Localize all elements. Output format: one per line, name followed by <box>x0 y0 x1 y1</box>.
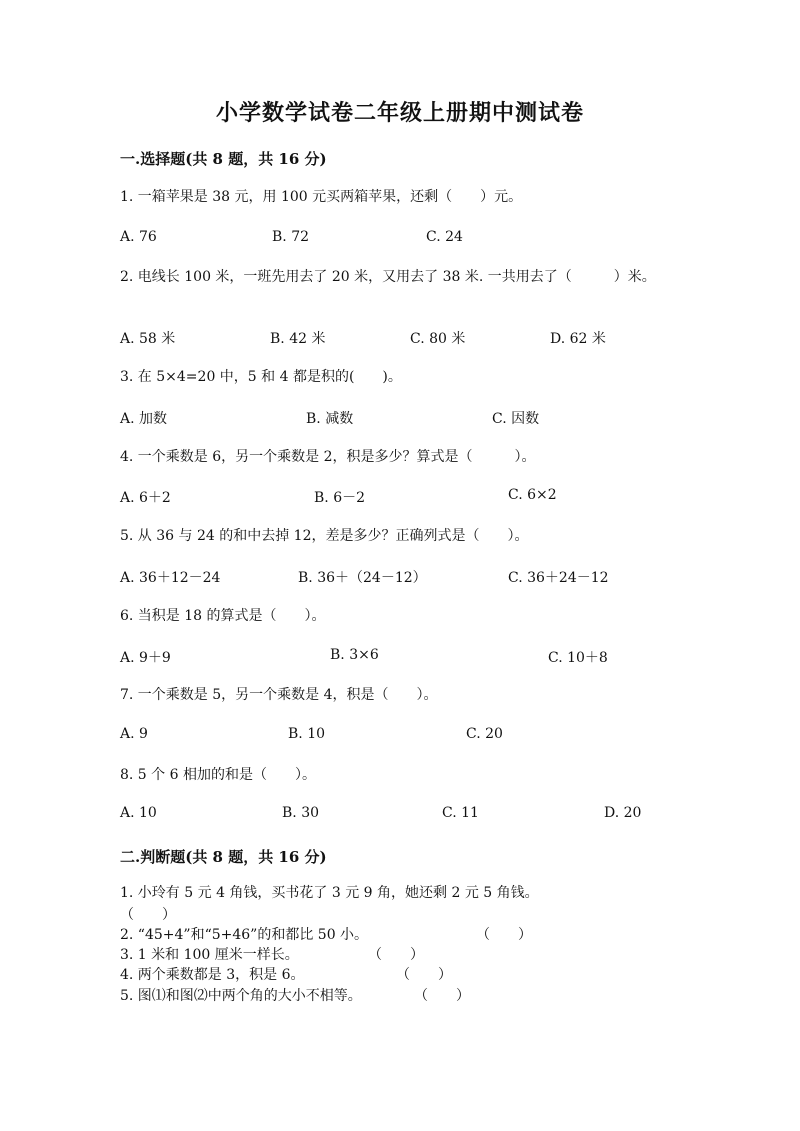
option-c[interactable]: C. 11 <box>442 805 479 821</box>
option-a[interactable]: A. 10 <box>120 805 157 821</box>
option-b[interactable]: B. 6－2 <box>314 490 366 506</box>
choice-options-2 <box>120 328 680 348</box>
option-c[interactable]: C. 36＋24－12 <box>508 570 609 586</box>
option-c[interactable]: C. 因数 <box>492 411 540 427</box>
judge-question-text: 5. 图⑴和图⑵中两个角的大小不相等。 <box>120 988 362 1004</box>
option-c[interactable]: C. 20 <box>466 726 503 742</box>
option-c[interactable]: C. 24 <box>426 229 463 245</box>
option-b[interactable]: B. 3×6 <box>330 647 379 663</box>
choice-question-1: 1. 一箱苹果是 38 元，用 100 元买两箱苹果，还剩（ ）元。 <box>120 189 523 205</box>
section-heading-choice: 一.选择题(共 8 题，共 16 分) <box>120 150 327 168</box>
section-heading-judge: 二.判断题(共 8 题，共 16 分) <box>120 848 327 866</box>
choice-question-5: 5. 从 36 与 24 的和中去掉 12，差是多少？正确列式是（ ）。 <box>120 528 529 544</box>
judge-question-4 <box>120 964 680 986</box>
option-a[interactable]: A. 加数 <box>120 411 168 427</box>
answer-blank[interactable]: （ ） <box>120 907 176 923</box>
choice-options-1 <box>120 229 680 249</box>
option-b[interactable]: B. 72 <box>272 229 310 245</box>
option-a[interactable]: A. 9 <box>120 726 148 742</box>
choice-options-7 <box>120 726 680 746</box>
option-b[interactable]: B. 30 <box>282 805 320 821</box>
choice-question-7: 7. 一个乘数是 5，另一个乘数是 4，积是（ ）。 <box>120 687 438 703</box>
choice-question-8: 8. 5 个 6 相加的和是（ ）。 <box>120 767 316 783</box>
option-c[interactable]: C. 10＋8 <box>548 650 608 666</box>
answer-blank[interactable]: （ ） <box>414 988 470 1004</box>
answer-blank[interactable]: （ ） <box>476 927 532 943</box>
judge-question-5 <box>120 985 680 1007</box>
choice-question-6: 6. 当积是 18 的算式是（ ）。 <box>120 608 326 624</box>
judge-question-text: 1. 小玲有 5 元 4 角钱，买书花了 3 元 9 角，她还剩 2 元 5 角钱。 <box>120 885 539 901</box>
judge-question-1 <box>120 882 680 926</box>
choice-options-3 <box>120 408 680 428</box>
judge-question-text: 4. 两个乘数都是 3，积是 6。 <box>120 967 305 983</box>
choice-question-2: 2. 电线长 100 米，一班先用去了 20 米，又用去了 38 米. 一共用去了（ ）米。 <box>120 269 656 285</box>
option-b[interactable]: B. 10 <box>288 726 326 742</box>
option-a[interactable]: A. 36＋12－24 <box>120 570 221 586</box>
judge-question-text: 2. “45+4”和“5+46”的和都比 50 小。 <box>120 927 369 943</box>
choice-options-6 <box>120 647 680 667</box>
option-a[interactable]: A. 9＋9 <box>120 650 171 666</box>
choice-options-5 <box>120 567 680 587</box>
option-c[interactable]: C. 80 米 <box>410 331 466 347</box>
option-d[interactable]: D. 62 米 <box>550 331 606 347</box>
choice-question-3: 3. 在 5×4=20 中，5 和 4 都是积的( )。 <box>120 369 402 385</box>
choice-options-4 <box>120 487 680 507</box>
choice-question-4: 4. 一个乘数是 6，另一个乘数是 2，积是多少？算式是（ ）。 <box>120 449 536 465</box>
choice-options-8 <box>120 805 680 825</box>
option-a[interactable]: A. 6＋2 <box>120 490 171 506</box>
page-title: 小学数学试卷二年级上册期中测试卷 <box>215 100 584 126</box>
option-a[interactable]: A. 76 <box>120 229 157 245</box>
option-b[interactable]: B. 减数 <box>306 411 354 427</box>
answer-blank[interactable]: （ ） <box>396 967 452 983</box>
judge-question-2 <box>120 924 680 946</box>
option-a[interactable]: A. 58 米 <box>120 331 176 347</box>
option-b[interactable]: B. 42 米 <box>270 331 326 347</box>
option-b[interactable]: B. 36＋（24－12） <box>298 570 427 586</box>
option-c[interactable]: C. 6×2 <box>508 487 557 503</box>
answer-blank[interactable]: （ ） <box>368 947 424 963</box>
judge-question-3 <box>120 944 680 966</box>
option-d[interactable]: D. 20 <box>604 805 642 821</box>
judge-question-text: 3. 1 米和 100 厘米一样长。 <box>120 947 299 963</box>
